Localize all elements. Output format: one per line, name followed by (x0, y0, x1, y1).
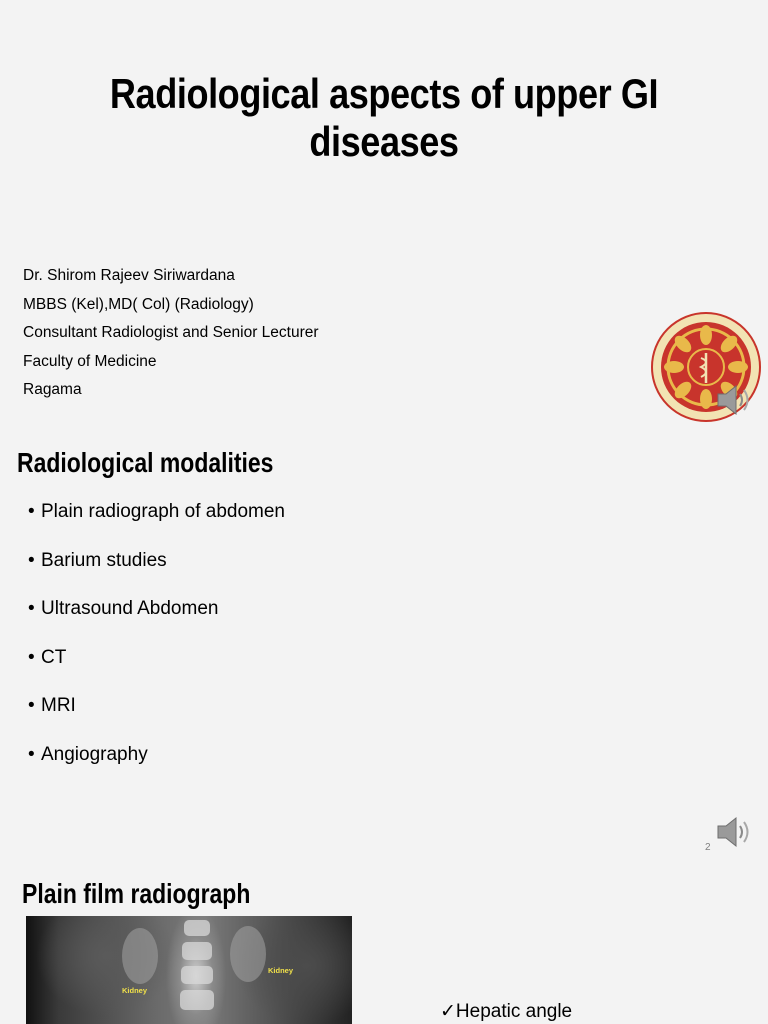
bullet-icon: • (28, 695, 35, 717)
slide-heading: Radiological modalities (17, 447, 274, 478)
speaker-icon[interactable] (714, 812, 754, 852)
list-item-text: Barium studies (41, 549, 167, 571)
title-line-1: Radiological aspects of upper GI (109, 70, 659, 117)
list-item (28, 595, 285, 644)
list-item (28, 741, 285, 790)
list-item-text: Plain radiograph of abdomen (41, 501, 286, 522)
author-degrees: MBBS (Kel),MD( Col) (Radiology) (23, 295, 254, 313)
abdominal-xray-image (26, 916, 352, 1024)
author-info (23, 262, 319, 405)
list-item (28, 547, 285, 596)
speaker-icon[interactable] (714, 380, 754, 420)
bullet-icon: • (28, 549, 35, 571)
author-name: Dr. Shirom Rajeev Siriwardana (23, 267, 235, 284)
title-line-2: diseases (309, 118, 459, 165)
list-item (28, 644, 285, 693)
bullet-icon: • (28, 598, 35, 620)
list-item-text: MRI (41, 695, 76, 717)
list-item-text: CT (41, 646, 67, 668)
list-item-text: Angiography (41, 743, 148, 765)
bullet-icon: • (28, 646, 35, 668)
list-item-text: Ultrasound Abdomen (41, 598, 219, 620)
bullet-icon: • (28, 743, 35, 765)
bullet-icon: • (28, 501, 35, 522)
slide-title (88, 70, 680, 166)
title-slide (0, 0, 768, 432)
author-location: Ragama (23, 381, 82, 398)
author-position: Consultant Radiologist and Senior Lecturer (23, 324, 319, 341)
kidney-label-left: Kidney (122, 986, 148, 995)
kidney-label-right: Kidney (268, 966, 294, 975)
list-item (28, 498, 285, 547)
check-item: ✓Hepatic angle (440, 1001, 573, 1022)
page-number: 2 (705, 842, 711, 853)
slide-heading: Plain film radiograph (22, 878, 251, 909)
spine-shape (26, 916, 352, 1024)
list-item (28, 692, 285, 741)
plain-film-slide (0, 864, 768, 1024)
modalities-slide (0, 432, 768, 864)
author-faculty: Faculty of Medicine (23, 352, 157, 370)
modalities-list (28, 498, 285, 790)
